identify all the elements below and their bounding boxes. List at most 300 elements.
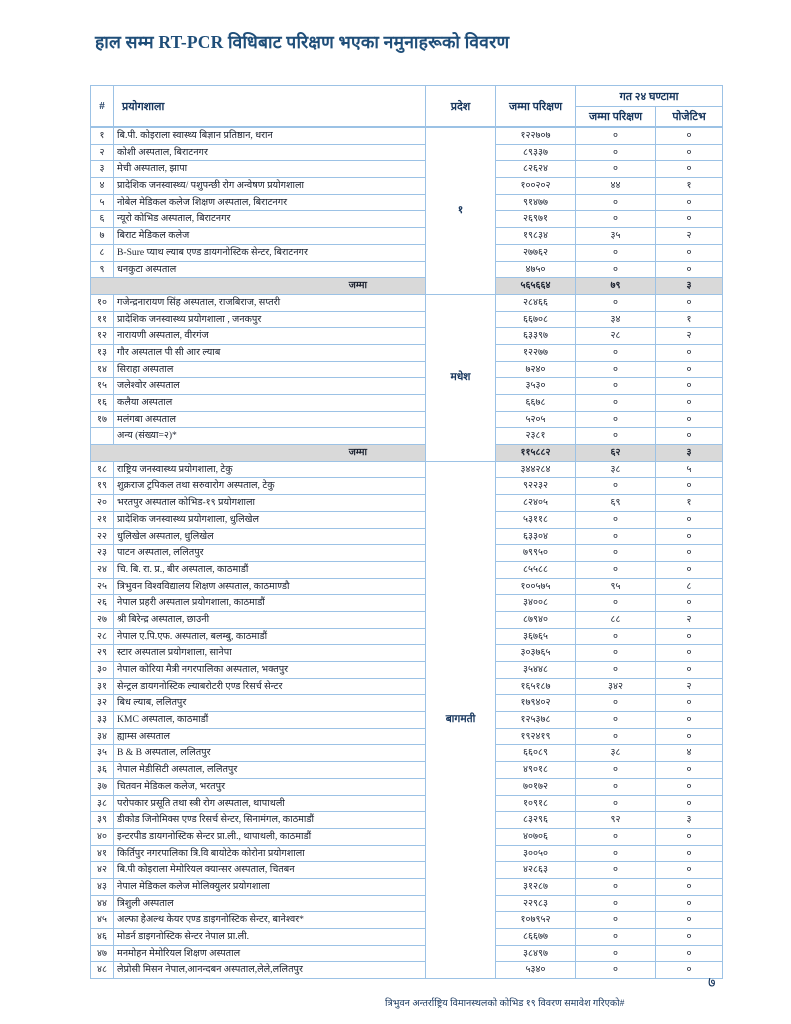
row-tests-24h: ६९	[576, 495, 656, 512]
row-total-tests: ८३२९६	[496, 812, 576, 829]
table-row	[91, 395, 723, 412]
row-positive-24h: ०	[656, 828, 723, 845]
row-lab-name: मेची अस्पताल, झापा	[114, 161, 426, 178]
row-lab-name: किर्तिपुर नगरपालिका त्रि.वि बायोटेक कोरोना प्रयोगशाला	[114, 845, 426, 862]
row-total-tests: ४७५०	[496, 261, 576, 278]
row-total-tests: ५२०५	[496, 411, 576, 428]
row-positive-24h: ८	[656, 578, 723, 595]
row-total-tests: ४०७०६	[496, 828, 576, 845]
row-total-tests: २२९८३	[496, 895, 576, 912]
row-total-tests: ७९९५०	[496, 545, 576, 562]
row-serial-number: १९	[91, 478, 114, 495]
row-serial-number: ४२	[91, 862, 114, 879]
row-positive-24h: ०	[656, 378, 723, 395]
row-lab-name: बि.पी कोइराला मेमोरियल क्यान्सर अस्पताल, चितबन	[114, 862, 426, 879]
table-row	[91, 244, 723, 261]
row-tests-24h: ०	[576, 344, 656, 361]
row-tests-24h: ३४	[576, 311, 656, 328]
row-positive-24h: २	[656, 228, 723, 245]
row-tests-24h: ०	[576, 929, 656, 946]
row-tests-24h: ३४२	[576, 678, 656, 695]
row-total-tests: ८७९४०	[496, 611, 576, 628]
row-total-tests: ६६७०८	[496, 311, 576, 328]
row-positive-24h: ०	[656, 211, 723, 228]
row-tests-24h: ३५	[576, 228, 656, 245]
row-tests-24h: ०	[576, 828, 656, 845]
column-header-last24-group: गत २४ घण्टामा	[576, 86, 723, 107]
row-positive-24h: ०	[656, 561, 723, 578]
table-row	[91, 528, 723, 545]
row-lab-name: नेपाल कोरिया मैत्री नगरपालिका अस्पताल, भक्तपुर	[114, 662, 426, 679]
row-total-tests: ८२६२४	[496, 161, 576, 178]
row-total-tests: ३५३०	[496, 378, 576, 395]
row-lab-name: B & B अस्पताल, ललितपुर	[114, 745, 426, 762]
row-tests-24h: ०	[576, 712, 656, 729]
table-row	[91, 461, 723, 478]
section-total-row	[91, 445, 723, 462]
section-total-tests-24h: ६२	[576, 445, 656, 462]
row-tests-24h: ०	[576, 762, 656, 779]
row-lab-name: भरतपुर अस्पताल कोभिड-१९ प्रयोगशाला	[114, 495, 426, 512]
row-tests-24h: ०	[576, 478, 656, 495]
column-header-province: प्रदेश	[426, 86, 496, 128]
table-row	[91, 344, 723, 361]
row-positive-24h: ०	[656, 528, 723, 545]
row-lab-name: चितवन मेडिकल कलेज, भरतपुर	[114, 778, 426, 795]
row-serial-number: २४	[91, 561, 114, 578]
row-serial-number: ३९	[91, 812, 114, 829]
row-total-tests: ७२४०	[496, 361, 576, 378]
table-row	[91, 378, 723, 395]
row-total-tests: ८९३३७	[496, 144, 576, 161]
row-serial-number: १७	[91, 411, 114, 428]
section-total-positive-24h: ३	[656, 278, 723, 295]
row-tests-24h: ९२	[576, 812, 656, 829]
row-positive-24h: ०	[656, 628, 723, 645]
row-positive-24h: ०	[656, 645, 723, 662]
row-serial-number: १५	[91, 378, 114, 395]
row-positive-24h: ०	[656, 595, 723, 612]
row-positive-24h: ५	[656, 461, 723, 478]
row-positive-24h: २	[656, 328, 723, 345]
row-serial-number: १०	[91, 294, 114, 311]
row-total-tests: १०७९५२	[496, 912, 576, 929]
row-lab-name: नारायणी अस्पताल, वीरगंज	[114, 328, 426, 345]
row-tests-24h: ०	[576, 561, 656, 578]
row-tests-24h: ०	[576, 728, 656, 745]
section-total-tests: ११५८८२	[496, 445, 576, 462]
table-row	[91, 328, 723, 345]
row-positive-24h: ०	[656, 344, 723, 361]
section-total-tests: ५६५६६४	[496, 278, 576, 295]
table-row	[91, 828, 723, 845]
row-serial-number: २५	[91, 578, 114, 595]
row-total-tests: १२२७०७	[496, 127, 576, 144]
row-lab-name: चि. बि. रा. प्र., बीर अस्पताल, काठमाडौं	[114, 561, 426, 578]
row-total-tests: १००२०२	[496, 178, 576, 195]
row-lab-name: अन्य (संख्या=२)*	[114, 428, 426, 445]
row-lab-name: शुक्रराज ट्रपिकल तथा सरुवारोग अस्पताल, टेकु	[114, 478, 426, 495]
row-lab-name: बि.पी. कोइराला स्वास्थ्य बिज्ञान प्रतिष्ठान, धरान	[114, 127, 426, 144]
row-tests-24h: ०	[576, 795, 656, 812]
row-total-tests: ३८४९७	[496, 945, 576, 962]
row-serial-number: ४८	[91, 962, 114, 979]
row-positive-24h: ०	[656, 695, 723, 712]
row-total-tests: ३४००८	[496, 595, 576, 612]
row-tests-24h: ०	[576, 511, 656, 528]
row-total-tests: १०९१८	[496, 795, 576, 812]
table-row	[91, 161, 723, 178]
table-row	[91, 578, 723, 595]
table-header	[91, 86, 723, 128]
row-lab-name: मनमोहन मेमोरियल शिक्षण अस्पताल	[114, 945, 426, 962]
row-positive-24h: ०	[656, 261, 723, 278]
row-positive-24h: ०	[656, 945, 723, 962]
row-serial-number: २७	[91, 611, 114, 628]
row-tests-24h: ४४	[576, 178, 656, 195]
row-lab-name: अल्फा हेअल्थ केयर एण्ड डाइगनोस्टिक सेन्टर, बानेश्वर*	[114, 912, 426, 929]
table-row	[91, 862, 723, 879]
table-row	[91, 194, 723, 211]
row-total-tests: १७९४०२	[496, 695, 576, 712]
row-lab-name: KMC अस्पताल, काठमाडौं	[114, 712, 426, 729]
row-serial-number: ४३	[91, 878, 114, 895]
footer-note: त्रिभुवन अन्तर्राष्ट्रिय विमानस्थलको कोभिड १९ विवरण समावेश गरिएको#	[385, 999, 625, 1009]
table-row	[91, 228, 723, 245]
table-row	[91, 895, 723, 912]
table-row	[91, 561, 723, 578]
row-serial-number: २०	[91, 495, 114, 512]
row-tests-24h: ०	[576, 895, 656, 912]
row-positive-24h: ०	[656, 428, 723, 445]
row-serial-number: ३८	[91, 795, 114, 812]
row-positive-24h: ४	[656, 745, 723, 762]
row-tests-24h: २८	[576, 328, 656, 345]
row-positive-24h: २	[656, 678, 723, 695]
table-row	[91, 428, 723, 445]
row-lab-name: श्री बिरेन्द्र अस्पताल, छाउनी	[114, 611, 426, 628]
row-lab-name: जलेश्वोर अस्पताल	[114, 378, 426, 395]
row-tests-24h: ९५	[576, 578, 656, 595]
table-row	[91, 144, 723, 161]
row-serial-number	[91, 428, 114, 445]
column-header-total-tests: जम्मा परिक्षण	[496, 86, 576, 128]
row-tests-24h: ०	[576, 945, 656, 962]
table-row	[91, 945, 723, 962]
column-header-last24-tests: जम्मा परिक्षण	[576, 107, 656, 128]
row-lab-name: ह्याम्स अस्पताल	[114, 728, 426, 745]
row-tests-24h: ०	[576, 645, 656, 662]
row-total-tests: २६९७१	[496, 211, 576, 228]
row-serial-number: ८	[91, 244, 114, 261]
row-tests-24h: ०	[576, 127, 656, 144]
row-positive-24h: १	[656, 495, 723, 512]
row-serial-number: १४	[91, 361, 114, 378]
row-lab-name: प्रादेशिक जनस्वास्थ्य प्रयोगशाला, धुलिखेल	[114, 511, 426, 528]
row-tests-24h: ०	[576, 912, 656, 929]
row-lab-name: त्रिशुली अस्पताल	[114, 895, 426, 912]
row-total-tests: ९२२३२	[496, 478, 576, 495]
row-serial-number: ११	[91, 311, 114, 328]
row-serial-number: २९	[91, 645, 114, 662]
row-tests-24h: ०	[576, 845, 656, 862]
row-tests-24h: ०	[576, 161, 656, 178]
table-row	[91, 712, 723, 729]
row-lab-name: बिध ल्याब, ललितपुर	[114, 695, 426, 712]
row-tests-24h: ३८	[576, 461, 656, 478]
page-title: हाल सम्म RT-PCR विधिबाट परिक्षण भएका नमुनाहरूको विवरण	[95, 32, 510, 52]
row-lab-name: मोडर्न डाइगनोस्टिक सेन्टर नेपाल प्रा.ली.	[114, 929, 426, 946]
row-positive-24h: ०	[656, 395, 723, 412]
row-total-tests: ५३११८	[496, 511, 576, 528]
table-row	[91, 261, 723, 278]
page-number: ७	[708, 975, 716, 991]
row-positive-24h: ०	[656, 878, 723, 895]
row-serial-number: ३२	[91, 695, 114, 712]
row-tests-24h: ०	[576, 261, 656, 278]
row-lab-name: B-Sure प्याथ ल्याब एण्ड डायगनोस्टिक सेन्टर, बिराटनगर	[114, 244, 426, 261]
row-serial-number: २६	[91, 595, 114, 612]
row-total-tests: ४२८६३	[496, 862, 576, 879]
row-total-tests: ३००५०	[496, 845, 576, 862]
row-serial-number: ४६	[91, 929, 114, 946]
table-row	[91, 778, 723, 795]
table-row	[91, 611, 723, 628]
row-positive-24h: ०	[656, 728, 723, 745]
row-lab-name: लेप्रोसी मिसन नेपाल,आनन्दबन अस्पताल,लेले,ललितपुर	[114, 962, 426, 979]
row-total-tests: १२५३७८	[496, 712, 576, 729]
row-total-tests: १२२७७	[496, 344, 576, 361]
row-positive-24h: ०	[656, 361, 723, 378]
row-lab-name: प्रादेशिक जनस्वास्थ्य/ पशुपन्छी रोग अन्वेषण प्रयोगशाला	[114, 178, 426, 195]
row-lab-name: नेपाल मेडिकल कलेज मोलिक्युलर प्रयोगशाला	[114, 878, 426, 895]
row-positive-24h: १	[656, 311, 723, 328]
row-tests-24h: ०	[576, 528, 656, 545]
row-serial-number: ५	[91, 194, 114, 211]
row-positive-24h: ०	[656, 545, 723, 562]
row-serial-number: २३	[91, 545, 114, 562]
table-row	[91, 795, 723, 812]
row-lab-name: कोशी अस्पताल, बिराटनगर	[114, 144, 426, 161]
row-lab-name: कलैया अस्पताल	[114, 395, 426, 412]
section-total-label: जम्मा	[91, 278, 426, 295]
row-positive-24h: ०	[656, 511, 723, 528]
row-total-tests: ८६६७७	[496, 929, 576, 946]
row-total-tests: ९१४७७	[496, 194, 576, 211]
row-lab-name: नेपाल मेडीसिटी अस्पताल, ललितपुर	[114, 762, 426, 779]
row-tests-24h: ०	[576, 695, 656, 712]
row-tests-24h: ०	[576, 211, 656, 228]
row-positive-24h: ०	[656, 895, 723, 912]
row-positive-24h: ०	[656, 127, 723, 144]
row-total-tests: ३१२८७	[496, 878, 576, 895]
row-total-tests: ३५४४८	[496, 662, 576, 679]
province-cell: मधेश	[426, 294, 496, 461]
row-positive-24h: ०	[656, 478, 723, 495]
table-row	[91, 361, 723, 378]
row-serial-number: ३३	[91, 712, 114, 729]
table-row	[91, 645, 723, 662]
table-row	[91, 211, 723, 228]
column-header-sn: #	[91, 86, 114, 128]
row-lab-name: डीकोड जिनोमिक्स एण्ड रिसर्च सेन्टर, सिनामंगल, काठमाडौं	[114, 812, 426, 829]
row-serial-number: ३५	[91, 745, 114, 762]
table-row	[91, 812, 723, 829]
row-total-tests: ३६७६५	[496, 628, 576, 645]
row-serial-number: ४४	[91, 895, 114, 912]
row-tests-24h: ०	[576, 862, 656, 879]
row-tests-24h: ०	[576, 545, 656, 562]
row-positive-24h: ०	[656, 778, 723, 795]
rtpcr-table	[90, 85, 723, 979]
table-row	[91, 912, 723, 929]
row-tests-24h: ०	[576, 378, 656, 395]
row-tests-24h: ३८	[576, 745, 656, 762]
row-total-tests: ४९०१८	[496, 762, 576, 779]
table-row	[91, 311, 723, 328]
column-header-lab: प्रयोगशाला	[114, 86, 426, 128]
row-total-tests: ६६७८	[496, 395, 576, 412]
row-tests-24h: ०	[576, 244, 656, 261]
row-total-tests: ८५५८८	[496, 561, 576, 578]
row-lab-name: परोपकार प्रसूति तथा स्त्री रोग अस्पताल, थापाथली	[114, 795, 426, 812]
row-lab-name: स्टार अस्पताल प्रयोगशाला, सानेपा	[114, 645, 426, 662]
table-row	[91, 294, 723, 311]
row-tests-24h: ०	[576, 628, 656, 645]
row-serial-number: ३१	[91, 678, 114, 695]
row-lab-name: मलंगबा अस्पताल	[114, 411, 426, 428]
row-tests-24h: ०	[576, 662, 656, 679]
row-lab-name: धुलिखेल अस्पताल, धुलिखेल	[114, 528, 426, 545]
section-total-positive-24h: ३	[656, 445, 723, 462]
row-serial-number: ६	[91, 211, 114, 228]
row-lab-name: नेपाल ए.पि.एफ. अस्पताल, बलम्बु, काठमाडौं	[114, 628, 426, 645]
row-tests-24h: ०	[576, 294, 656, 311]
table-row	[91, 628, 723, 645]
row-total-tests: ३४४२८४	[496, 461, 576, 478]
row-lab-name: नोबेल मेडिकल कलेज शिक्षण अस्पताल, बिराटनगर	[114, 194, 426, 211]
row-positive-24h: ०	[656, 161, 723, 178]
table-row	[91, 878, 723, 895]
province-cell: १	[426, 127, 496, 294]
section-total-row	[91, 278, 723, 295]
section-total-label: जम्मा	[91, 445, 426, 462]
row-serial-number: ४७	[91, 945, 114, 962]
row-serial-number: १६	[91, 395, 114, 412]
row-positive-24h: ०	[656, 845, 723, 862]
row-serial-number: २२	[91, 528, 114, 545]
row-tests-24h: ०	[576, 595, 656, 612]
row-positive-24h: ०	[656, 962, 723, 979]
row-positive-24h: ०	[656, 194, 723, 211]
row-positive-24h: ०	[656, 929, 723, 946]
row-positive-24h: ०	[656, 411, 723, 428]
table-row	[91, 745, 723, 762]
row-serial-number: २१	[91, 511, 114, 528]
row-lab-name: राष्ट्रिय जनस्वास्थ्य प्रयोगशाला, टेकु	[114, 461, 426, 478]
row-positive-24h: ३	[656, 812, 723, 829]
column-header-last24-positive: पोजेटिभ	[656, 107, 723, 128]
table-row	[91, 595, 723, 612]
table-row	[91, 478, 723, 495]
row-serial-number: ७	[91, 228, 114, 245]
table-row	[91, 495, 723, 512]
table-row	[91, 845, 723, 862]
row-lab-name: गौर अस्पताल पी सी आर ल्याब	[114, 344, 426, 361]
row-serial-number: १२	[91, 328, 114, 345]
table-row	[91, 127, 723, 144]
row-total-tests: १००५७५	[496, 578, 576, 595]
row-serial-number: ४१	[91, 845, 114, 862]
row-tests-24h: ०	[576, 411, 656, 428]
row-lab-name: इन्टरपीड डायगनोस्टिक सेन्टर प्रा.ली., थापाथली, काठमाडौं	[114, 828, 426, 845]
table-row	[91, 545, 723, 562]
row-lab-name: न्यूरो कोभिड अस्पताल, बिराटनगर	[114, 211, 426, 228]
row-positive-24h: ०	[656, 862, 723, 879]
row-total-tests: ५३४०	[496, 962, 576, 979]
row-serial-number: ४०	[91, 828, 114, 845]
row-total-tests: १९२४१९	[496, 728, 576, 745]
table-body	[91, 127, 723, 979]
row-serial-number: १	[91, 127, 114, 144]
row-positive-24h: ०	[656, 762, 723, 779]
row-total-tests: ३०३७६५	[496, 645, 576, 662]
row-lab-name: नेपाल प्रहरी अस्पताल प्रयोगशाला, काठमाडौं	[114, 595, 426, 612]
table-row	[91, 662, 723, 679]
row-positive-24h: ०	[656, 294, 723, 311]
row-tests-24h: ०	[576, 194, 656, 211]
row-total-tests: २३८१	[496, 428, 576, 445]
row-serial-number: ३	[91, 161, 114, 178]
row-serial-number: ३०	[91, 662, 114, 679]
row-serial-number: ४	[91, 178, 114, 195]
row-total-tests: २८४६६	[496, 294, 576, 311]
row-positive-24h: २	[656, 611, 723, 628]
row-lab-name: सेन्ट्रल डायगनोस्टिक ल्याबरोटरी एण्ड रिसर्च सेन्टर	[114, 678, 426, 695]
row-lab-name: गजेन्द्रनारायण सिंह अस्पताल, राजबिराज, सप्तरी	[114, 294, 426, 311]
row-lab-name: प्रादेशिक जनस्वास्थ्य प्रयोगशाला , जनकपुर	[114, 311, 426, 328]
row-serial-number: २	[91, 144, 114, 161]
row-tests-24h: ०	[576, 144, 656, 161]
row-total-tests: ६६०८९	[496, 745, 576, 762]
row-tests-24h: ०	[576, 878, 656, 895]
row-positive-24h: ०	[656, 912, 723, 929]
row-lab-name: पाटन अस्पताल, ललितपुर	[114, 545, 426, 562]
row-total-tests: १६५१८७	[496, 678, 576, 695]
row-total-tests: ७०१७२	[496, 778, 576, 795]
table-row	[91, 678, 723, 695]
row-positive-24h: ०	[656, 244, 723, 261]
row-total-tests: ८२४०५	[496, 495, 576, 512]
table-row	[91, 511, 723, 528]
row-serial-number: २८	[91, 628, 114, 645]
row-serial-number: ४५	[91, 912, 114, 929]
row-serial-number: १८	[91, 461, 114, 478]
row-total-tests: ६३३०४	[496, 528, 576, 545]
row-serial-number: ३४	[91, 728, 114, 745]
row-tests-24h: ०	[576, 428, 656, 445]
row-lab-name: धनकुटा अस्पताल	[114, 261, 426, 278]
table-row	[91, 411, 723, 428]
row-positive-24h: ०	[656, 712, 723, 729]
section-total-tests-24h: ७९	[576, 278, 656, 295]
table-row	[91, 762, 723, 779]
row-positive-24h: ०	[656, 795, 723, 812]
table-row	[91, 728, 723, 745]
table-row	[91, 178, 723, 195]
row-lab-name: बिराट मेडिकल कलेज	[114, 228, 426, 245]
table-row	[91, 962, 723, 979]
